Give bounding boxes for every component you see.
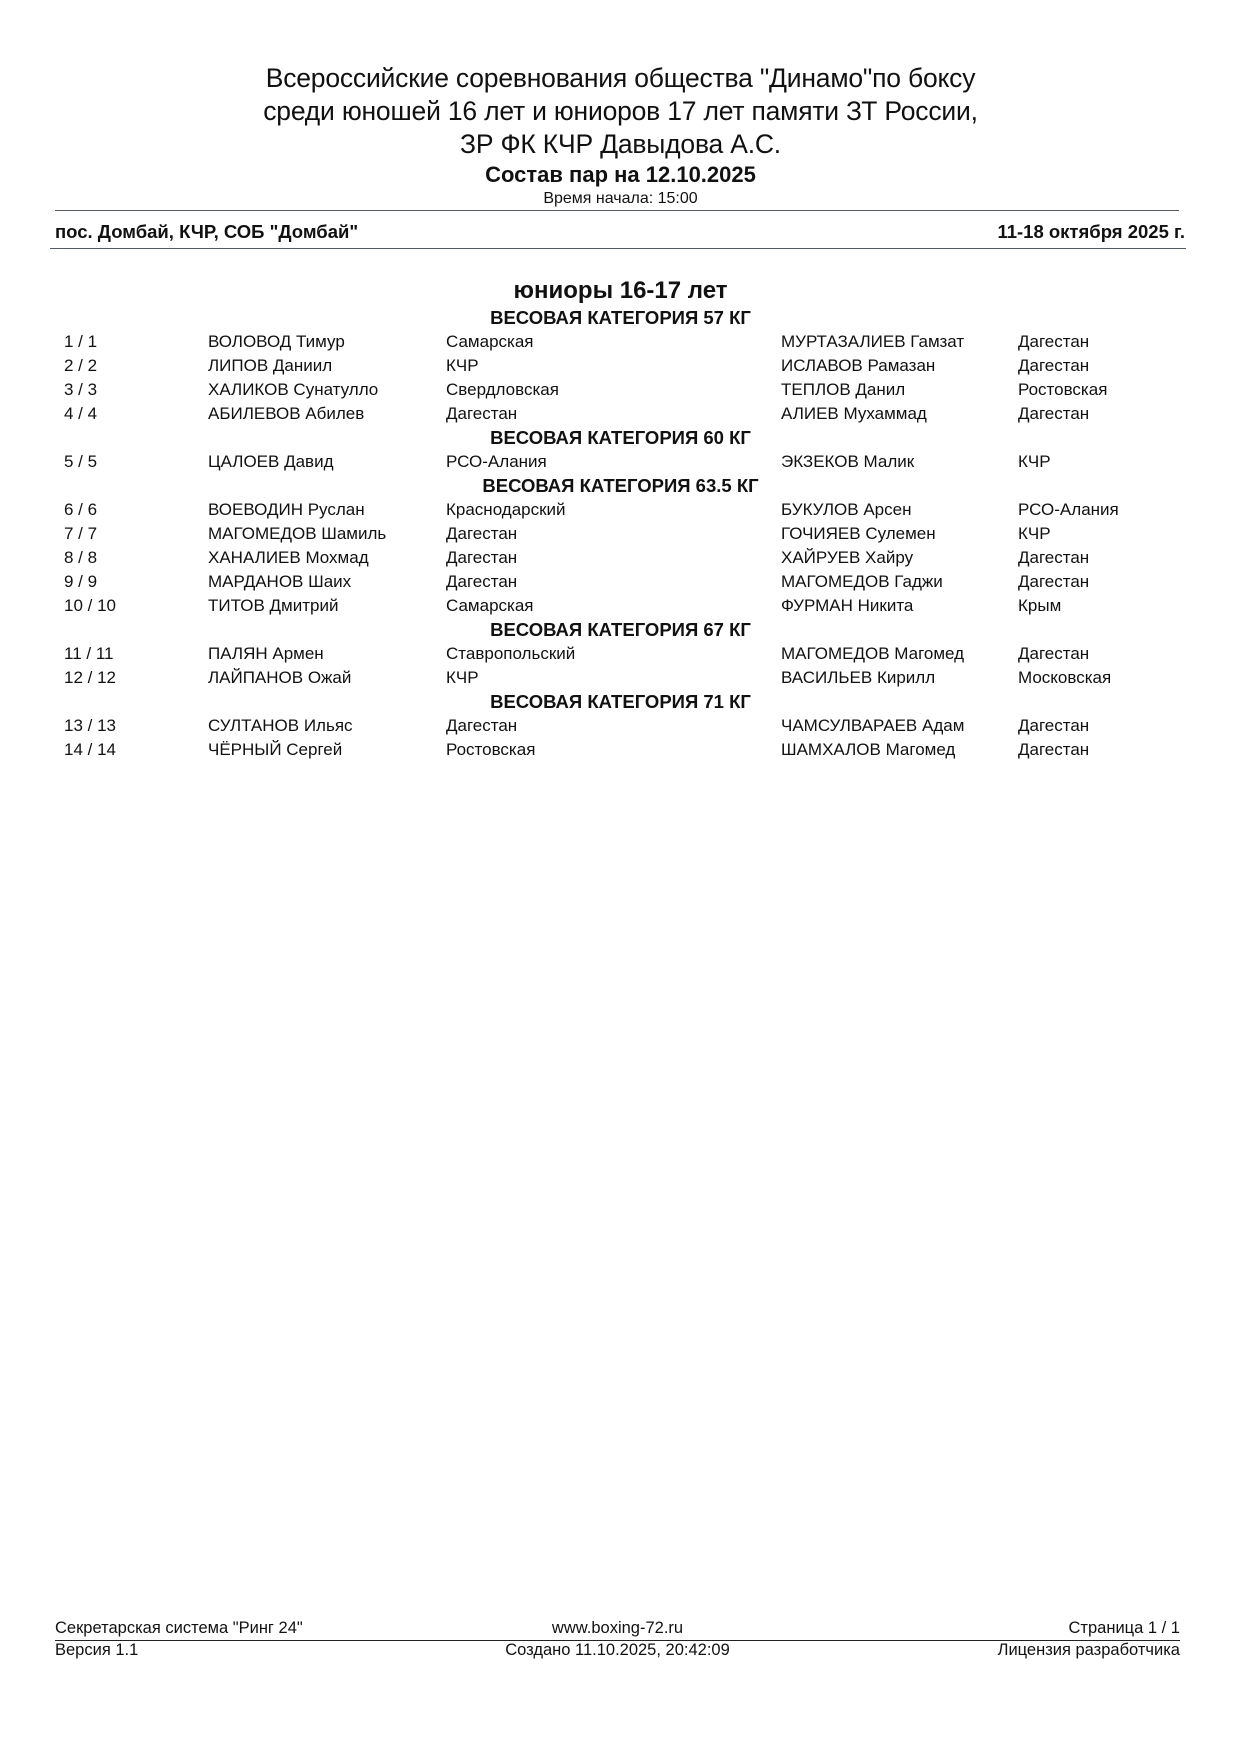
blue-corner-boxer: ХАЙРУЕВ Хайру — [781, 548, 914, 567]
bouts-list — [0, 306, 1241, 762]
bout-number: 12 / 12 — [64, 668, 116, 687]
footer-page-number: Страница 1 / 1 — [1068, 1619, 1180, 1637]
bout-number: 4 / 4 — [64, 404, 98, 423]
footer-license: Лицензия разработчика — [997, 1641, 1180, 1659]
red-corner-boxer: ХАНАЛИЕВ Мохмад — [208, 548, 369, 567]
blue-corner-region: Дагестан — [1018, 404, 1090, 423]
blue-corner-region: Московская — [1018, 668, 1112, 687]
red-corner-region: Дагестан — [446, 716, 518, 735]
bout-row — [0, 402, 1241, 426]
red-corner-boxer: МАГОМЕДОВ Шамиль — [208, 524, 387, 543]
bout-number: 8 / 8 — [64, 548, 98, 567]
bout-row — [0, 570, 1241, 594]
blue-corner-region: Ростовская — [1018, 380, 1108, 399]
bout-number: 14 / 14 — [64, 740, 116, 759]
footer-system-name: Секретарская система "Ринг 24" — [55, 1619, 303, 1637]
competition-title-line-2: среди юношей 16 лет и юниоров 17 лет памяти ЗТ России, — [263, 96, 978, 126]
blue-corner-region: Дагестан — [1018, 548, 1090, 567]
blue-corner-boxer: ШАМХАЛОВ Магомед — [781, 740, 956, 759]
competition-title-line-3: ЗР ФК КЧР Давыдова А.С. — [460, 129, 781, 159]
weight-category-header: ВЕСОВАЯ КАТЕГОРИЯ 57 КГ — [490, 307, 751, 328]
blue-corner-region: РСО-Алания — [1018, 500, 1119, 519]
blue-corner-region: Дагестан — [1018, 356, 1090, 375]
blue-corner-region: КЧР — [1018, 524, 1051, 543]
red-corner-region: Дагестан — [446, 404, 518, 423]
red-corner-region: Краснодарский — [446, 500, 566, 519]
blue-corner-boxer: ВАСИЛЬЕВ Кирилл — [781, 668, 936, 687]
venue-row — [55, 220, 1185, 244]
red-corner-boxer: ВОЛОВОД Тимур — [208, 332, 345, 351]
footer-row-bottom — [55, 1640, 1180, 1662]
red-corner-region: Самарская — [446, 596, 534, 615]
blue-corner-boxer: МАГОМЕДОВ Магомед — [781, 644, 965, 663]
blue-corner-boxer: ФУРМАН Никита — [781, 596, 914, 615]
bout-row — [0, 546, 1241, 570]
footer-created-timestamp: Создано 11.10.2025, 20:42:09 — [505, 1641, 730, 1659]
blue-corner-region: Дагестан — [1018, 572, 1090, 591]
weight-category-header: ВЕСОВАЯ КАТЕГОРИЯ 67 КГ — [490, 619, 751, 640]
bout-row — [0, 594, 1241, 618]
bout-row — [0, 642, 1241, 666]
weight-category-header: ВЕСОВАЯ КАТЕГОРИЯ 71 КГ — [490, 691, 751, 712]
pairings-subtitle: Состав пар на 12.10.2025 — [485, 162, 756, 187]
bout-row — [0, 738, 1241, 762]
bout-number: 13 / 13 — [64, 716, 116, 735]
bout-row — [0, 354, 1241, 378]
weight-category-header: ВЕСОВАЯ КАТЕГОРИЯ 60 КГ — [490, 427, 751, 448]
weight-category-header: ВЕСОВАЯ КАТЕГОРИЯ 63.5 КГ — [482, 475, 759, 496]
red-corner-region: Свердловская — [446, 380, 559, 399]
bout-number: 1 / 1 — [64, 332, 98, 351]
blue-corner-boxer: ЧАМСУЛВАРАЕВ Адам — [781, 716, 965, 735]
footer-website-link[interactable]: www.boxing-72.ru — [551, 1619, 684, 1637]
red-corner-region: Ставропольский — [446, 644, 576, 663]
blue-corner-boxer: ЭКЗЕКОВ Малик — [781, 452, 915, 471]
blue-corner-region: Дагестан — [1018, 716, 1090, 735]
blue-corner-boxer: АЛИЕВ Мухаммад — [781, 404, 927, 423]
bout-number: 3 / 3 — [64, 380, 98, 399]
red-corner-boxer: ПАЛЯН Армен — [208, 644, 324, 663]
red-corner-boxer: АБИЛЕВОВ Абилев — [208, 404, 365, 423]
bout-row — [0, 522, 1241, 546]
age-group-title: юниоры 16-17 лет — [513, 277, 728, 304]
red-corner-boxer: ЦАЛОЕВ Давид — [208, 452, 334, 471]
competition-title-line-1: Всероссийские соревнования общества "Динамо"по боксу — [265, 63, 976, 93]
header-divider-bottom — [50, 248, 1186, 249]
blue-corner-region: Дагестан — [1018, 332, 1090, 351]
footer-divider — [55, 1640, 1180, 1641]
event-dates: 11-18 октября 2025 г. — [997, 221, 1185, 242]
red-corner-boxer: МАРДАНОВ Шаих — [208, 572, 352, 591]
red-corner-region: Ростовская — [446, 740, 536, 759]
blue-corner-region: КЧР — [1018, 452, 1051, 471]
bout-number: 7 / 7 — [64, 524, 98, 543]
bout-row — [0, 714, 1241, 738]
bout-number: 10 / 10 — [64, 596, 116, 615]
red-corner-boxer: СУЛТАНОВ Ильяс — [208, 716, 353, 735]
bout-row — [0, 666, 1241, 690]
blue-corner-boxer: МАГОМЕДОВ Гаджи — [781, 572, 943, 591]
document-header — [0, 62, 1241, 208]
red-corner-region: КЧР — [446, 356, 479, 375]
blue-corner-boxer: ТЕПЛОВ Данил — [781, 380, 906, 399]
header-divider-top — [55, 210, 1179, 211]
bout-number: 2 / 2 — [64, 356, 98, 375]
blue-corner-boxer: МУРТАЗАЛИЕВ Гамзат — [781, 332, 965, 351]
red-corner-boxer: ВОЕВОДИН Руслан — [208, 500, 365, 519]
bout-number: 6 / 6 — [64, 500, 98, 519]
bout-number: 5 / 5 — [64, 452, 98, 471]
footer-version: Версия 1.1 — [55, 1641, 139, 1659]
red-corner-region: Дагестан — [446, 572, 518, 591]
bout-row — [0, 378, 1241, 402]
blue-corner-boxer: БУКУЛОВ Арсен — [781, 500, 912, 519]
start-time: Время начала: 15:00 — [543, 190, 698, 207]
bout-number: 11 / 11 — [64, 644, 114, 663]
red-corner-boxer: ТИТОВ Дмитрий — [208, 596, 339, 615]
bout-row — [0, 498, 1241, 522]
red-corner-region: Дагестан — [446, 524, 518, 543]
red-corner-boxer: ЧЁРНЫЙ Сергей — [208, 740, 343, 759]
red-corner-boxer: ЛИПОВ Даниил — [208, 356, 333, 375]
bout-number: 9 / 9 — [64, 572, 98, 591]
footer-row-top — [55, 1618, 1180, 1640]
red-corner-region: КЧР — [446, 668, 479, 687]
red-corner-region: Самарская — [446, 332, 534, 351]
blue-corner-region: Дагестан — [1018, 644, 1090, 663]
red-corner-boxer: ХАЛИКОВ Сунатулло — [208, 380, 379, 399]
blue-corner-boxer: ИСЛАВОВ Рамазан — [781, 356, 936, 375]
red-corner-region: Дагестан — [446, 548, 518, 567]
blue-corner-region: Крым — [1018, 596, 1062, 615]
red-corner-boxer: ЛАЙПАНОВ Ожай — [208, 668, 352, 687]
blue-corner-region: Дагестан — [1018, 740, 1090, 759]
venue-location: пос. Домбай, КЧР, СОБ "Домбай" — [55, 221, 359, 242]
bout-row — [0, 330, 1241, 354]
red-corner-region: РСО-Алания — [446, 452, 547, 471]
bout-row — [0, 450, 1241, 474]
blue-corner-boxer: ГОЧИЯЕВ Сулемен — [781, 524, 936, 543]
